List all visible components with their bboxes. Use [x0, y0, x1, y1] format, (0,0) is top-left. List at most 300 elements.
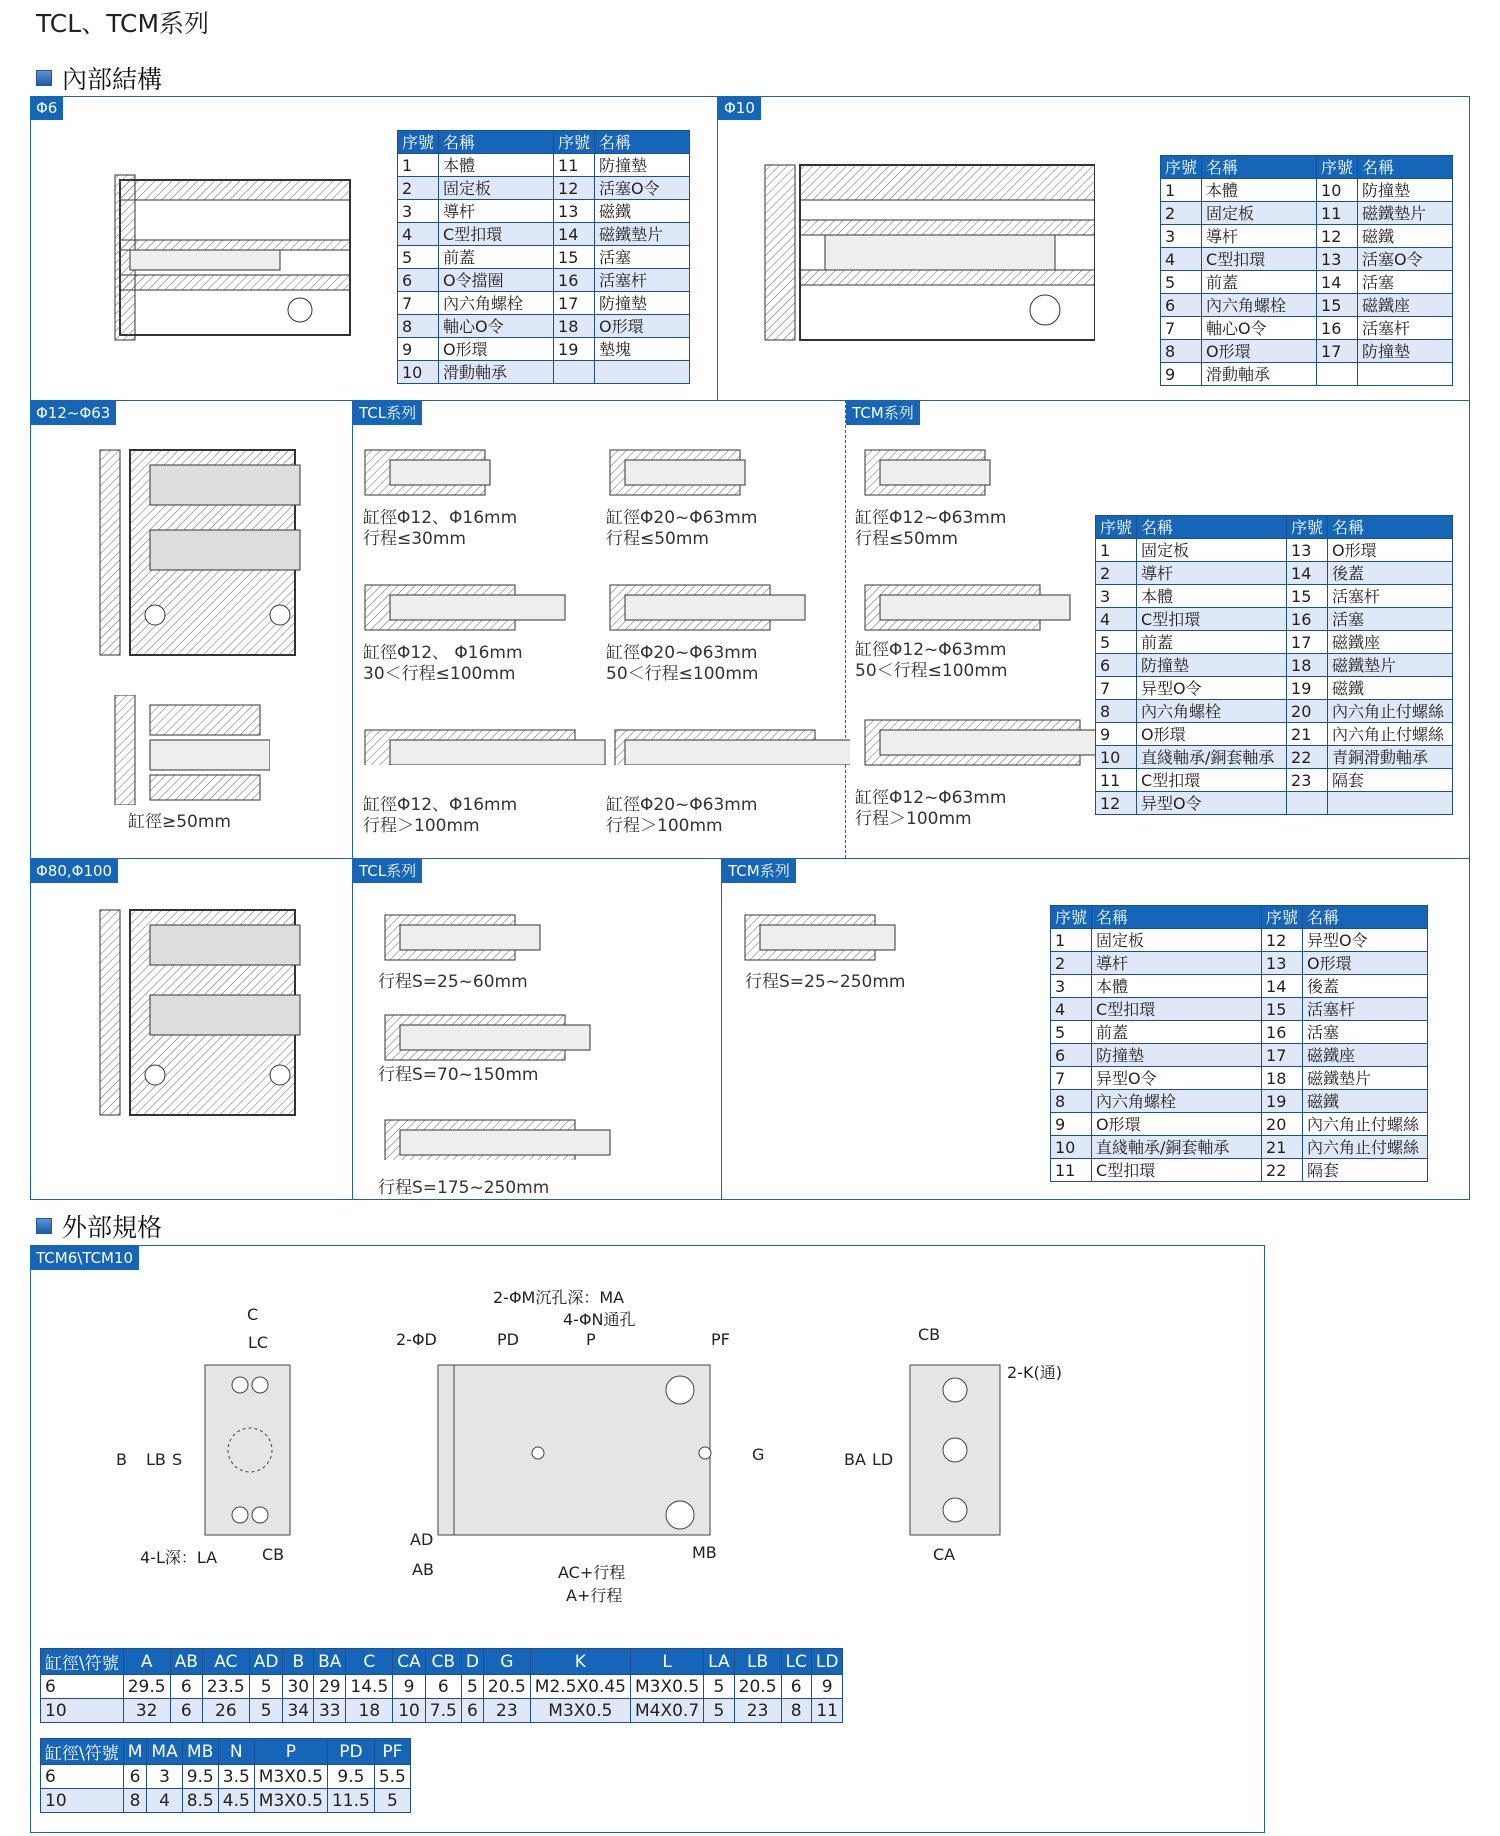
spec-header-cell: K	[530, 1649, 630, 1675]
parts-row	[398, 361, 690, 384]
parts-cell: 軸心O令	[1202, 317, 1317, 340]
parts-cell: O令擋圈	[439, 269, 554, 292]
parts-cell: 7	[1161, 317, 1202, 340]
parts-body	[398, 154, 690, 384]
parts-cell: 活塞	[1358, 271, 1453, 294]
parts-row	[1161, 202, 1453, 225]
dim-label: MB	[692, 1543, 717, 1562]
dim-label: BA	[844, 1450, 866, 1469]
parts-cell: 23	[1287, 769, 1328, 792]
spec-cell: 9	[811, 1675, 843, 1699]
spec-header-cell: LB	[734, 1649, 781, 1675]
parts-cell	[554, 361, 595, 384]
parts-cell: 軸心O令	[439, 315, 554, 338]
spec-header-cell: N	[218, 1739, 254, 1765]
spec-cell: 26	[202, 1699, 249, 1723]
spec-header-cell: M	[123, 1739, 147, 1765]
parts-cell: 12	[554, 177, 595, 200]
parts-cell: 16	[554, 269, 595, 292]
spec-cell: 23.5	[202, 1675, 249, 1699]
parts-cell: 導杆	[1202, 225, 1317, 248]
parts-cell: 8	[1051, 1090, 1092, 1113]
parts-cell: 活塞	[1303, 1021, 1428, 1044]
tcm-stroke-drawings	[860, 445, 1110, 775]
spec-header-cell: B	[283, 1649, 314, 1675]
spec-cell: 29.5	[123, 1675, 170, 1699]
parts-cell: 21	[1287, 723, 1328, 746]
parts-cell: 活塞O令	[595, 177, 690, 200]
parts-cell: 10	[1317, 179, 1358, 202]
parts-cell: 5	[1051, 1021, 1092, 1044]
parts-row	[398, 177, 690, 200]
dim-label: AB	[412, 1560, 434, 1579]
parts-cell: 13	[554, 200, 595, 223]
parts-cell: 15	[1262, 998, 1303, 1021]
parts-cell: 4	[398, 223, 439, 246]
parts-cell: C型扣環	[1092, 1159, 1262, 1182]
parts-cell: O形環	[1328, 539, 1453, 562]
parts-cell: 活塞杆	[595, 269, 690, 292]
parts-cell: 15	[554, 246, 595, 269]
parts-cell: 磁鐵墊片	[1303, 1067, 1428, 1090]
parts-cell: 1	[1096, 539, 1137, 562]
parts-cell	[1358, 363, 1453, 386]
parts-cell: 活塞	[595, 246, 690, 269]
parts-cell: 19	[554, 338, 595, 361]
parts-row	[1096, 539, 1453, 562]
parts-row	[1051, 1090, 1428, 1113]
spec-cell: 6	[461, 1699, 483, 1723]
parts-cell: 隔套	[1328, 769, 1453, 792]
parts-cell: 5	[398, 246, 439, 269]
parts-cell: 16	[1317, 317, 1358, 340]
spec-cell: 18	[346, 1699, 393, 1723]
caption: 缸徑≥50mm	[128, 812, 231, 832]
bushing-detail-drawing	[110, 695, 270, 805]
section-internal: 內部結構	[36, 60, 162, 96]
caption: 缸徑Φ12~Φ63mm 行程＞100mm	[855, 788, 1007, 829]
parts-row	[1051, 1021, 1428, 1044]
parts-cell: 13	[1262, 952, 1303, 975]
parts-cell: C型扣環	[1092, 998, 1262, 1021]
parts-cell: 5	[1096, 631, 1137, 654]
spec-cell: 30	[283, 1675, 314, 1699]
parts-row	[1161, 248, 1453, 271]
parts-cell: 磁鐵	[595, 200, 690, 223]
parts-cell: 3	[1161, 225, 1202, 248]
spec-header-cell: AD	[249, 1649, 283, 1675]
parts-cell: 固定板	[439, 177, 554, 200]
parts-cell: 本體	[1137, 585, 1287, 608]
dim-label: 2-ΦM沉孔深：MA	[493, 1288, 625, 1307]
spec-header-cell: LD	[811, 1649, 843, 1675]
spec-header	[41, 1649, 843, 1675]
parts-cell: 1	[1161, 179, 1202, 202]
parts-cell: 2	[1161, 202, 1202, 225]
parts-cell: C型扣環	[1137, 608, 1287, 631]
spec-cell: 9	[393, 1675, 426, 1699]
parts-cell: 11	[1051, 1159, 1092, 1182]
dim-label: PF	[711, 1330, 730, 1349]
parts-cell: O形環	[439, 338, 554, 361]
parts-cell: 7	[398, 292, 439, 315]
parts-cell: 前蓋	[1092, 1021, 1262, 1044]
parts-cell: 滑動軸承	[439, 361, 554, 384]
parts-row	[1051, 952, 1428, 975]
parts-cell: 14	[1287, 562, 1328, 585]
spec-cell: 6	[781, 1675, 811, 1699]
parts-cell: 异型O令	[1303, 929, 1428, 952]
parts-row	[398, 315, 690, 338]
divider	[352, 400, 353, 858]
parts-cell: O形環	[1303, 952, 1428, 975]
parts-cell: 13	[1287, 539, 1328, 562]
parts-cell	[1287, 792, 1328, 815]
spec-header-cell: PF	[374, 1739, 410, 1765]
spec-cell: M3X0.5	[530, 1699, 630, 1723]
spec-cell: 8.5	[182, 1789, 218, 1813]
parts-row	[1096, 723, 1453, 746]
parts-cell: 16	[1287, 608, 1328, 631]
parts-cell: 前蓋	[1137, 631, 1287, 654]
parts-cell: 22	[1287, 746, 1328, 769]
spec-cell: 10	[41, 1699, 124, 1723]
parts-cell: 12	[1262, 929, 1303, 952]
label-tcm-series: TCM系列	[722, 859, 796, 883]
parts-cell: 2	[1096, 562, 1137, 585]
parts-cell: 4	[1051, 998, 1092, 1021]
dim-label: CA	[933, 1545, 956, 1564]
dim-label: AC+行程	[558, 1563, 626, 1582]
parts-cell: 導杆	[1137, 562, 1287, 585]
spec-cell: 4	[147, 1789, 182, 1813]
spec-cell: 9.5	[327, 1765, 374, 1789]
spec-cell: 10	[393, 1699, 426, 1723]
spec-cell: 6	[170, 1699, 202, 1723]
parts-cell: 13	[1317, 248, 1358, 271]
dim-label: AD	[410, 1530, 434, 1549]
label-tcl-series: TCL系列	[353, 401, 422, 425]
parts-row	[1161, 294, 1453, 317]
spec-cell: 11.5	[327, 1789, 374, 1813]
parts-row	[1096, 769, 1453, 792]
parts-cell: 磁鐵墊片	[595, 223, 690, 246]
phi6-section-drawing	[60, 140, 360, 360]
spec-cell: 32	[123, 1699, 170, 1723]
parts-cell: 3	[1051, 975, 1092, 998]
spec-cell: 5.5	[374, 1765, 410, 1789]
parts-cell: 內六角螺栓	[1092, 1090, 1262, 1113]
parts-cell: 4	[1161, 248, 1202, 271]
parts-table-phi10: 序號 名稱 序號 名稱 1 本體 10 防撞墊 2 固定板 11 磁鐵墊片 3 導杆 12 磁鐵 4 C型扣環 13 活塞O令 5 前蓋 14 活塞 6 內六角螺栓 15 磁鐵座 7 軸心O令 16 活塞杆 8 O形環 17 防撞墊 9 滑動軸承	[1160, 155, 1453, 386]
parts-cell: 9	[1161, 363, 1202, 386]
spec-row	[41, 1699, 843, 1723]
spec-cell: 20.5	[734, 1675, 781, 1699]
parts-cell: 內六角螺栓	[1137, 700, 1287, 723]
phi10-section-drawing	[745, 140, 1095, 360]
spec-cell: 6	[123, 1765, 147, 1789]
spec-header-cell: L	[630, 1649, 703, 1675]
parts-cell: 11	[1096, 769, 1137, 792]
spec-header-cell: AB	[170, 1649, 202, 1675]
parts-cell: 17	[1317, 340, 1358, 363]
caption: 行程S=25~60mm	[378, 972, 528, 992]
spec-row	[41, 1675, 843, 1699]
parts-cell: 後蓋	[1328, 562, 1453, 585]
parts-cell: 防撞墊	[595, 154, 690, 177]
divider	[30, 400, 1470, 401]
spec-header-cell: PD	[327, 1739, 374, 1765]
spec-header-cell: LA	[704, 1649, 735, 1675]
spec-cell: 5	[704, 1699, 735, 1723]
dim-label: 4-ΦN通孔	[563, 1310, 636, 1329]
dim-label: S	[172, 1450, 183, 1469]
parts-row	[1096, 631, 1453, 654]
parts-body	[1051, 929, 1428, 1182]
spec-cell: 20.5	[483, 1675, 530, 1699]
parts-row	[1051, 975, 1428, 998]
parts-row	[398, 292, 690, 315]
dim-label: A+行程	[566, 1586, 623, 1605]
parts-cell: 17	[1262, 1044, 1303, 1067]
parts-cell: 直綫軸承/銅套軸承	[1137, 746, 1287, 769]
parts-row	[1161, 363, 1453, 386]
parts-cell: 活塞	[1328, 608, 1453, 631]
parts-cell: 磁鐵座	[1328, 631, 1453, 654]
parts-cell: 异型O令	[1092, 1067, 1262, 1090]
spec-cell: 11	[811, 1699, 843, 1723]
spec-header-cell: MA	[147, 1739, 182, 1765]
parts-cell: 20	[1287, 700, 1328, 723]
parts-cell: 异型O令	[1137, 677, 1287, 700]
parts-table-phi12-63: 序號 名稱 序號 名稱 1 固定板 13 O形環 2 導杆 14 後蓋 3 本體 15 活塞杆 4 C型扣環 16 活塞 5 前蓋 17 磁鐵座 6 防撞墊 18 磁鐵墊片 7 异型O令 19 磁鐵 8 內六角螺栓 20 內六角止付螺絲 9 O形環 21 內六角止付螺絲 10 直綫軸承/銅套軸承 22 青銅滑動軸承 11 C型扣環 23 隔套 12 异型O令	[1095, 515, 1453, 815]
spec-header-cell: MB	[182, 1739, 218, 1765]
parts-cell: C型扣環	[1202, 248, 1317, 271]
parts-row	[1096, 562, 1453, 585]
parts-cell: 固定板	[1137, 539, 1287, 562]
parts-cell: 內六角止付螺絲	[1303, 1113, 1428, 1136]
parts-cell: O形環	[1202, 340, 1317, 363]
parts-cell: 前蓋	[1202, 271, 1317, 294]
spec-header-cell: LC	[781, 1649, 811, 1675]
parts-cell: 18	[1287, 654, 1328, 677]
parts-cell: 活塞杆	[1358, 317, 1453, 340]
parts-cell: 10	[398, 361, 439, 384]
dim-label: B	[116, 1450, 127, 1469]
phi80-100-section-drawing	[90, 905, 340, 1120]
parts-cell: 10	[1051, 1136, 1092, 1159]
spec-cell: M2.5X0.45	[530, 1675, 630, 1699]
label-tcl-series: TCL系列	[353, 859, 422, 883]
parts-cell: 8	[1096, 700, 1137, 723]
parts-cell: 10	[1096, 746, 1137, 769]
parts-cell: 隔套	[1303, 1159, 1428, 1182]
spec-cell: 9.5	[182, 1765, 218, 1789]
parts-row	[1051, 1044, 1428, 1067]
parts-row	[1161, 317, 1453, 340]
caption: 缸徑Φ12、Φ16mm 行程≤30mm	[363, 508, 518, 549]
parts-row	[1096, 654, 1453, 677]
section-external: 外部規格	[36, 1208, 162, 1244]
dim-label: CB	[262, 1545, 285, 1564]
spec-cell: 6	[41, 1765, 124, 1789]
parts-cell	[1317, 363, 1358, 386]
caption: 缸徑Φ20~Φ63mm 50＜行程≤100mm	[606, 643, 759, 684]
dim-label: PD	[497, 1330, 519, 1349]
parts-cell: 16	[1262, 1021, 1303, 1044]
parts-cell: 磁鐵墊片	[1328, 654, 1453, 677]
parts-cell	[595, 361, 690, 384]
parts-cell: 防撞墊	[1137, 654, 1287, 677]
parts-cell: 防撞墊	[1358, 179, 1453, 202]
spec-cell: 8	[781, 1699, 811, 1723]
parts-row	[1161, 225, 1453, 248]
label-tcm6-tcm10: TCM6\TCM10	[30, 1246, 139, 1270]
caption: 缸徑Φ12~Φ63mm 行程≤50mm	[855, 508, 1007, 549]
parts-row	[398, 223, 690, 246]
parts-cell: 3	[398, 200, 439, 223]
parts-cell: 15	[1287, 585, 1328, 608]
spec-cell: M3X0.5	[254, 1789, 327, 1813]
parts-row	[1096, 677, 1453, 700]
spec-header-cell: CA	[393, 1649, 426, 1675]
parts-cell: 11	[554, 154, 595, 177]
parts-cell: 內六角螺栓	[439, 292, 554, 315]
divider	[721, 858, 722, 1200]
parts-cell: 17	[554, 292, 595, 315]
spec-header-cell: 缸徑\符號	[41, 1739, 124, 1765]
caption: 行程S=25~250mm	[745, 972, 906, 992]
parts-cell: 活塞杆	[1328, 585, 1453, 608]
parts-cell: 導杆	[439, 200, 554, 223]
parts-cell: 6	[398, 269, 439, 292]
tcm-stroke-drawing-80	[740, 910, 900, 970]
spec-cell: 14.5	[346, 1675, 393, 1699]
spec-cell: 4.5	[218, 1789, 254, 1813]
parts-cell: 前蓋	[439, 246, 554, 269]
page-title: TCL、TCM系列	[36, 9, 210, 38]
spec-cell: 3.5	[218, 1765, 254, 1789]
parts-cell: 活塞O令	[1358, 248, 1453, 271]
parts-cell: 21	[1262, 1136, 1303, 1159]
dim-label: C	[247, 1305, 259, 1324]
tcl-stroke-drawings	[360, 445, 850, 765]
parts-cell: 墊塊	[595, 338, 690, 361]
parts-cell: 6	[1096, 654, 1137, 677]
parts-cell: 18	[1262, 1067, 1303, 1090]
spec-cell: 29	[314, 1675, 346, 1699]
parts-cell: 本體	[439, 154, 554, 177]
parts-cell: 防撞墊	[595, 292, 690, 315]
parts-cell: 1	[1051, 929, 1092, 952]
parts-cell: 20	[1262, 1113, 1303, 1136]
spec-row	[41, 1765, 411, 1789]
parts-cell: 9	[1051, 1113, 1092, 1136]
parts-cell: 18	[554, 315, 595, 338]
parts-row	[1051, 1136, 1428, 1159]
caption: 缸徑Φ12~Φ63mm 50＜行程≤100mm	[855, 640, 1008, 681]
parts-cell: 固定板	[1202, 202, 1317, 225]
spec-header-cell: C	[346, 1649, 393, 1675]
caption: 缸徑Φ12、 Φ16mm 30＜行程≤100mm	[363, 643, 523, 684]
parts-cell: 7	[1051, 1067, 1092, 1090]
parts-cell: 固定板	[1092, 929, 1262, 952]
parts-cell: 磁鐵	[1328, 677, 1453, 700]
parts-row	[1051, 1067, 1428, 1090]
spec-cell: M4X0.7	[630, 1699, 703, 1723]
label-phi6: Φ6	[30, 96, 63, 120]
spec-cell: 33	[314, 1699, 346, 1723]
spec-cell: 5	[249, 1699, 283, 1723]
spec-header-cell: AC	[202, 1649, 249, 1675]
parts-cell: 內六角止付螺絲	[1328, 723, 1453, 746]
parts-row	[398, 246, 690, 269]
dim-label: LB	[146, 1450, 166, 1469]
parts-cell: 14	[1317, 271, 1358, 294]
dim-label: 2-ΦD	[396, 1330, 437, 1349]
dim-label: 2-K(通)	[1007, 1363, 1062, 1382]
spec-row	[41, 1789, 411, 1813]
dim-label: 4-L深：LA	[140, 1548, 218, 1567]
parts-cell: 5	[1161, 271, 1202, 294]
parts-row	[398, 200, 690, 223]
spec-header-cell: G	[483, 1649, 530, 1675]
parts-cell: 3	[1096, 585, 1137, 608]
parts-row	[1096, 792, 1453, 815]
spec-cell: 3	[147, 1765, 182, 1789]
parts-row	[1161, 179, 1453, 202]
parts-cell: 磁鐵墊片	[1358, 202, 1453, 225]
parts-cell: O形環	[1137, 723, 1287, 746]
spec-cell: 5	[249, 1675, 283, 1699]
parts-row	[1051, 1113, 1428, 1136]
square-bullet-icon	[36, 70, 52, 86]
parts-cell: 本體	[1202, 179, 1317, 202]
parts-cell: 導杆	[1092, 952, 1262, 975]
parts-row	[1096, 585, 1453, 608]
parts-cell: 2	[1051, 952, 1092, 975]
parts-cell: 磁鐵	[1303, 1090, 1428, 1113]
caption: 缸徑Φ12、Φ16mm 行程＞100mm	[363, 795, 518, 836]
parts-cell: 1	[398, 154, 439, 177]
parts-cell: 滑動軸承	[1202, 363, 1317, 386]
square-bullet-icon	[36, 1218, 52, 1234]
parts-cell: 2	[398, 177, 439, 200]
tcl-stroke-drawings-80	[380, 910, 620, 1160]
parts-cell	[1328, 792, 1453, 815]
parts-table-phi80-100: 序號 名稱 序號 名稱 1 固定板 12 异型O令 2 導杆 13 O形環 3 本體 14 後蓋 4 C型扣環 15 活塞杆 5 前蓋 16 活塞 6 防撞墊 17 磁鐵座 7 异型O令 18 磁鐵墊片 8 內六角螺栓 19 磁鐵 9 O形環 20 內六角止付螺絲 10 直綫軸承/銅套軸承 21 內六角止付螺絲 11 C型扣環 22 隔套	[1050, 905, 1428, 1182]
spec-cell: M3X0.5	[254, 1765, 327, 1789]
parts-cell: 4	[1096, 608, 1137, 631]
spec-cell: 6	[425, 1675, 461, 1699]
parts-cell: 內六角止付螺絲	[1328, 700, 1453, 723]
spec-header-cell: CB	[425, 1649, 461, 1675]
parts-row	[1096, 700, 1453, 723]
parts-cell: 异型O令	[1137, 792, 1287, 815]
parts-row	[1096, 746, 1453, 769]
caption: 行程S=70~150mm	[378, 1065, 539, 1085]
parts-cell: 直綫軸承/銅套軸承	[1092, 1136, 1262, 1159]
label-phi80-100: Φ80,Φ100	[30, 859, 118, 883]
spec-cell: 5	[704, 1675, 735, 1699]
spec-cell: 5	[461, 1675, 483, 1699]
parts-cell: C型扣環	[439, 223, 554, 246]
parts-row	[1051, 929, 1428, 952]
spec-cell: 34	[283, 1699, 314, 1723]
spec-cell: 6	[41, 1675, 124, 1699]
parts-cell: 9	[1096, 723, 1137, 746]
dim-label: LC	[248, 1333, 269, 1352]
